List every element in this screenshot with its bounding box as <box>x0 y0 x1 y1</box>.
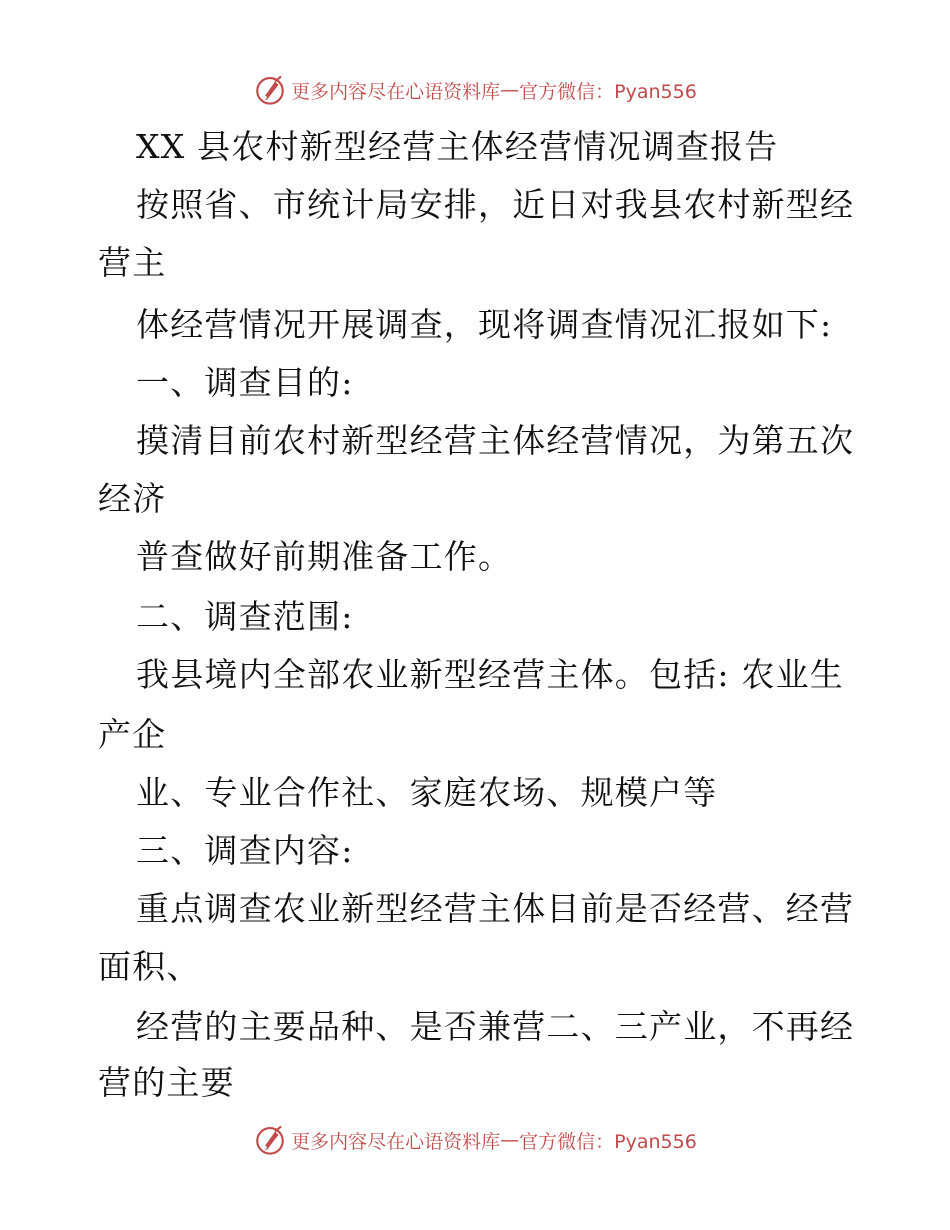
doc-line: 经营的主要品种、是否兼营二、三产业，不再经 <box>136 1007 855 1046</box>
doc-line: 重点调查农业新型经营主体目前是否经营、经营 <box>136 889 855 928</box>
doc-line: 营主 <box>98 243 167 282</box>
doc-line: 面积、 <box>98 947 201 986</box>
footer-watermark-banner <box>0 1120 950 1160</box>
banner-wechat: 官方微信：Pyan556 <box>519 1130 697 1153</box>
banner-separator: — <box>500 79 520 101</box>
section-heading: 二、调查范围: <box>136 597 354 636</box>
section-heading: 一、调查目的: <box>136 363 354 402</box>
header-watermark-banner <box>0 70 950 110</box>
quill-pen-logo-icon <box>253 73 287 107</box>
doc-line: 摸清目前农村新型经营主体经营情况，为第五次 <box>136 421 855 460</box>
doc-title: XX 县农村新型经营主体经营情况调查报告 <box>136 127 779 166</box>
doc-line: 营的主要 <box>98 1063 235 1102</box>
doc-line: 产企 <box>98 715 167 754</box>
banner-text: 更多内容尽在心语资料库 <box>291 80 501 103</box>
quill-pen-logo-icon <box>253 1123 287 1157</box>
banner-wechat: 官方微信：Pyan556 <box>519 80 697 103</box>
doc-line: 业、专业合作社、家庭农场、规模户等 <box>136 773 718 812</box>
banner-separator: — <box>500 1129 520 1151</box>
doc-line: 经济 <box>98 479 167 518</box>
section-heading: 三、调查内容: <box>136 831 354 870</box>
banner-text: 更多内容尽在心语资料库 <box>291 1130 501 1153</box>
doc-line: 我县境内全部农业新型经营主体。包括: 农业生 <box>136 655 845 694</box>
doc-line: 按照省、市统计局安排，近日对我县农村新型经 <box>136 185 855 224</box>
doc-line: 普查做好前期准备工作。 <box>136 537 513 576</box>
doc-line: 体经营情况开展调查，现将调查情况汇报如下: <box>136 305 833 344</box>
